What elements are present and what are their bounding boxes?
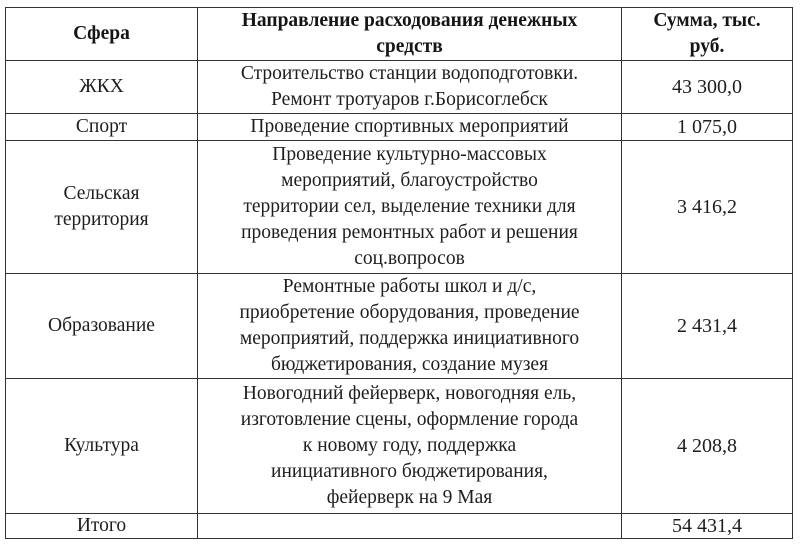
cell-direction — [198, 61, 622, 114]
table-header-row — [6, 8, 793, 61]
table-row-culture — [6, 379, 793, 514]
direction-line: Проведение культурно-массовых — [272, 144, 547, 165]
cell-amount: 2 431,4 — [622, 274, 793, 379]
direction-line: фейерверк на 9 Мая — [326, 487, 493, 508]
cell-amount: 3 416,2 — [622, 141, 793, 274]
direction-line: приобретение оборудования, проведение — [239, 302, 580, 323]
cell-total-label: Итого — [6, 514, 198, 539]
cell-sphere: Образование — [6, 274, 198, 379]
header-amount-line: Сумма, тыс. — [653, 10, 761, 31]
cell-sphere — [6, 141, 198, 274]
table-row-zhkh — [6, 61, 793, 114]
cell-direction — [198, 274, 622, 379]
direction-line: мероприятий, поддержка инициативного — [239, 328, 580, 349]
cell-total-direction — [198, 514, 622, 539]
direction-line: к новому году, поддержка — [302, 435, 517, 456]
cell-direction — [198, 114, 622, 141]
direction-line: Ремонт тротуаров г.Борисоглебск — [271, 89, 548, 110]
cell-sphere: ЖКХ — [6, 61, 198, 114]
table-row-education — [6, 274, 793, 379]
header-amount-line: руб. — [689, 36, 725, 57]
direction-line: бюджетирования, создание музея — [270, 354, 549, 375]
direction-line: мероприятий, благоустройство — [281, 170, 538, 191]
cell-sphere: Культура — [6, 379, 198, 514]
table-row-sport — [6, 114, 793, 141]
direction-line: инициативного бюджетирования, — [271, 461, 548, 482]
direction-line: проведения ремонтных работ и решения — [241, 222, 578, 243]
header-amount — [622, 8, 793, 61]
direction-line: соц.вопросов — [354, 248, 465, 269]
direction-line: Ремонтные работы школ и д/с, — [282, 276, 537, 297]
budget-expenditure-table — [5, 7, 793, 539]
direction-line: Строительство станции водоподготовки. — [240, 63, 579, 84]
header-sphere — [6, 8, 198, 61]
cell-sphere: Спорт — [6, 114, 198, 141]
cell-amount: 43 300,0 — [622, 61, 793, 114]
direction-line: Проведение спортивных мероприятий — [250, 116, 569, 137]
header-direction-line: средств — [376, 36, 443, 57]
direction-line: Новогодний фейерверк, новогодняя ель, — [242, 383, 577, 404]
cell-amount: 1 075,0 — [622, 114, 793, 141]
cell-total-amount: 54 431,4 — [622, 514, 793, 539]
header-sphere-label: Сфера — [73, 23, 130, 44]
cell-amount: 4 208,8 — [622, 379, 793, 514]
cell-direction — [198, 379, 622, 514]
cell-direction — [198, 141, 622, 274]
direction-line: территории сел, выделение техники для — [243, 196, 576, 217]
sphere-line: территория — [54, 209, 149, 230]
table-row-rural-territory — [6, 141, 793, 274]
sphere-line: Сельская — [63, 183, 140, 204]
header-direction — [198, 8, 622, 61]
header-direction-line: Направление расходования денежных — [241, 10, 578, 31]
table-row-total — [6, 514, 793, 539]
direction-line: изготовление сцены, оформление города — [240, 409, 579, 430]
